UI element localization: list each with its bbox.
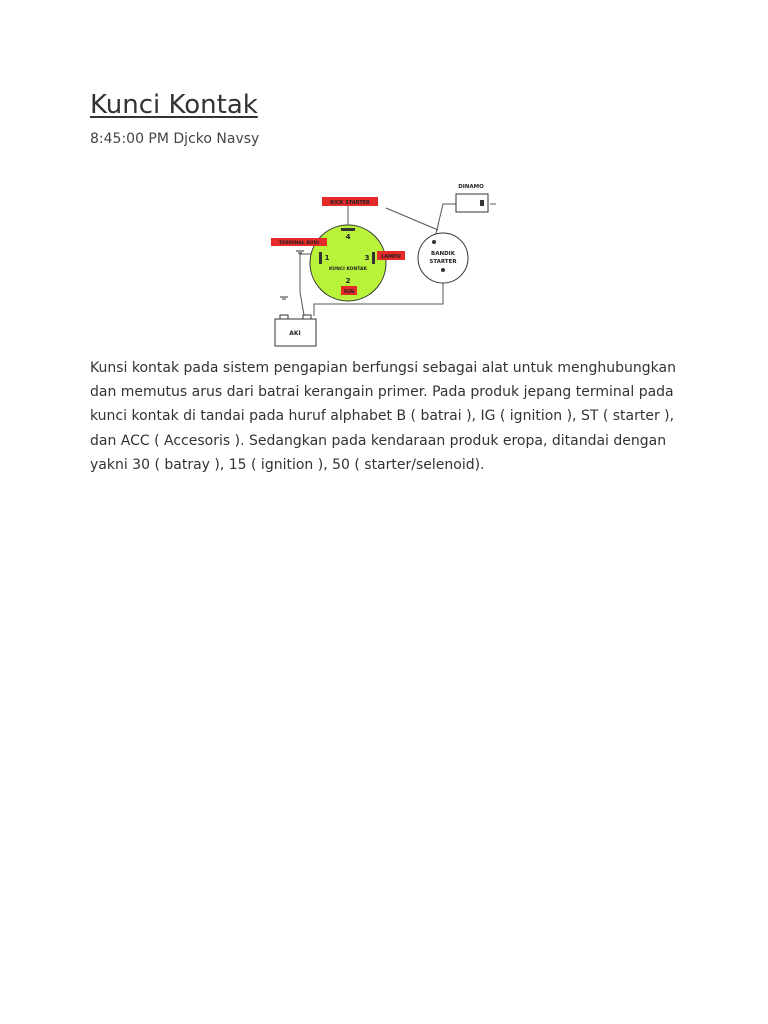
article-paragraph: Kunsi kontak pada sistem pengapian berfungsi sebagai alat untuk menghubungkan dan memutus arus dari batrai kerangain primer. Pada produk jepang terminal pada kunci kontak di tandai pada huruf alphabet B ( batrai ), IG ( ignition ), ST ( starter ), dan ACC ( Accesoris ). Sedangkan pada kendaraan produk eropa, ditandai dengan yakni 30 ( batray ), 15 ( ignition ), 50 ( starter/selenoid).	[90, 360, 676, 473]
starter-label: STARTER	[429, 259, 457, 265]
post-time: 8:45:00 PM	[90, 131, 169, 147]
terminal-3: 3	[364, 254, 370, 262]
post-meta	[90, 131, 259, 147]
ign-label: IGN	[343, 289, 355, 295]
terminal-1: 1	[324, 254, 330, 262]
page-title[interactable]: Kunci Kontak	[90, 90, 258, 120]
terminal-slot-1	[319, 252, 322, 264]
dinamo-label: DINAMO	[458, 184, 484, 190]
key-switch-label: KUNCI KONTAK	[329, 267, 367, 272]
bandik-starter	[418, 233, 468, 283]
terminal-bodi-label: TERMINAL BODI	[278, 241, 320, 246]
bandik-label: BANDIK	[431, 251, 455, 257]
terminal-4: 4	[345, 233, 351, 241]
terminal-slot-4	[341, 228, 355, 231]
lampu-label: LAMPU	[381, 254, 401, 260]
terminal-2: 2	[345, 277, 351, 285]
kunci-kontak-diagram	[268, 180, 504, 350]
kick-starter-label: KICK STARTER	[330, 200, 370, 206]
terminal-slot-3	[372, 252, 375, 264]
aki-label: AKI	[289, 330, 301, 337]
post-author[interactable]: Djcko Navsy	[173, 131, 260, 147]
